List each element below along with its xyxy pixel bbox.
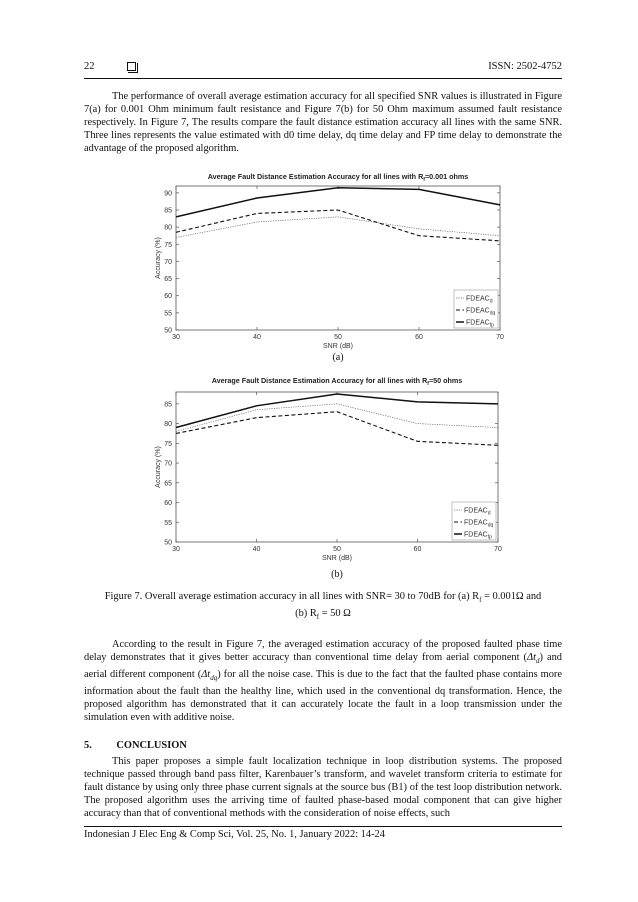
chart1-ytick-label: 70 xyxy=(164,460,172,468)
chart1-xtick-label: 40 xyxy=(252,546,261,553)
chart0-legend-sub: fp xyxy=(489,322,494,329)
chart0-ytick-label: 80 xyxy=(164,224,172,232)
p2-part1: According to the result in Figure 7, the averaged estimation accuracy of the proposed faulted phase time delay demonstrates that it gives better accuracy than conventional time delay from aerial component ( xyxy=(84,639,562,663)
chart0-series-fp xyxy=(176,188,500,217)
delta-t-dq-sub: dq xyxy=(210,674,218,683)
chart1-legend-name: FDEAC xyxy=(464,531,488,539)
chart0-ytick-label: 55 xyxy=(164,310,172,318)
chart0-xtick-label: 70 xyxy=(496,334,504,341)
chart0-legend-sub: d xyxy=(489,298,493,305)
chart1-title xyxy=(212,376,463,387)
delta-t-d: Δt xyxy=(527,652,537,663)
journal-box-icon xyxy=(127,62,136,71)
chart0-title-pre: Average Fault Distance Estimation Accuracy for all lines with R xyxy=(207,172,424,181)
chart1-xtick-label: 60 xyxy=(413,546,422,553)
chart0-title-post: =0.001 ohms xyxy=(424,172,469,181)
p2-part2: ) and aerial different component ( xyxy=(84,652,563,681)
caption-rf-sub: f xyxy=(479,596,482,605)
chart0-series-dq xyxy=(176,210,500,241)
footer-citation: Indonesian J Elec Eng & Comp Sci, Vol. 25, No. 1, January 2022: 14-24 xyxy=(84,829,385,840)
chart1-title-sub: f xyxy=(427,381,429,387)
chart0-series-d xyxy=(176,217,500,238)
chart0-ytick-label: 85 xyxy=(164,207,172,215)
caption-rf-sub-2: f xyxy=(316,613,320,622)
chart0-legend-name: FDEAC xyxy=(466,307,490,315)
chart1-ytick-label: 50 xyxy=(164,539,172,547)
chart1-legend-sub: d xyxy=(487,510,491,517)
section-heading xyxy=(84,740,187,751)
chart0-sublabel: (a) xyxy=(332,352,344,363)
chart0-xtick-label: 50 xyxy=(334,334,342,341)
section-title: CONCLUSION xyxy=(116,740,187,751)
caption-line2-end: = 50 Ω xyxy=(319,608,351,620)
chart0-legend-sub: dq xyxy=(489,310,496,317)
figure-7a xyxy=(140,168,520,368)
chart0-ytick-label: 50 xyxy=(164,327,172,335)
chart1-ytick-label: 60 xyxy=(164,500,172,508)
chart1-ytick-label: 55 xyxy=(164,519,172,527)
delta-t-dq: Δt xyxy=(201,669,211,681)
paragraph-conclusion: This paper proposes a simple fault localization technique in loop distribution systems. The proposed technique passed through band pass filter, Karenbauer’s transform, and wavelet transform criteria to estimate for fault distance by using only three phase current signals at the source bus (B1) of the test loop distribution network. The proposed algorithm uses the arriving time of faulted phase-based modal component that can give higher accuracy than that of conventional methods with the consideration of noise effects, such xyxy=(84,756,562,819)
chart0-plot-frame xyxy=(176,186,500,330)
chart0-ytick-label: 90 xyxy=(164,190,172,198)
chart1-ytick-label: 80 xyxy=(164,421,172,429)
chart1-legend-name: FDEAC xyxy=(464,507,488,515)
chart1-sublabel: (b) xyxy=(331,569,343,580)
delta-t-d-sub: d xyxy=(536,657,540,666)
caption-line1: Figure 7. Overall average estimation accuracy in all lines with SNR= 30 to 70dB for (a) R xyxy=(104,591,480,602)
chart0-xtick-label: 40 xyxy=(253,334,261,341)
figure-caption xyxy=(84,590,562,624)
chart1-ytick-label: 85 xyxy=(164,401,172,409)
chart1-xtick-label: 50 xyxy=(333,546,341,553)
paragraph-results xyxy=(84,638,562,724)
chart0-xtick-label: 60 xyxy=(415,334,423,341)
chart0-title-sub: f xyxy=(423,177,425,183)
chart1-xtick-label: 70 xyxy=(494,546,502,553)
page-number: 22 xyxy=(84,61,95,72)
footer-rule xyxy=(84,826,562,827)
p2-part3: ) for all the noise case. This is due to the fact that the faulted phase contains more information about the fault than the healthy line, which used in the conventional dq transformation. Hence, the proposed algorithm has demonstrated that it can accurately locate the fault in a loop transmission under the simulation even with additive noise. xyxy=(84,669,562,724)
chart-7a-svg xyxy=(140,168,520,368)
chart1-title-post: =50 ohms xyxy=(428,376,463,385)
chart1-xlabel: SNR (dB) xyxy=(322,555,352,562)
chart1-ytick-label: 75 xyxy=(164,440,172,448)
chart1-legend-sub: fp xyxy=(487,534,492,541)
chart0-ylabel: Accuracy (%) xyxy=(155,237,162,279)
chart1-title-pre: Average Fault Distance Estimation Accuracy for all lines with R xyxy=(211,376,428,385)
chart0-legend-name: FDEAC xyxy=(466,295,490,303)
header-rule xyxy=(84,78,562,79)
caption-line2-start: (b) R xyxy=(295,608,317,620)
caption-line1-end: = 0.001Ω and xyxy=(481,591,542,602)
chart1-ylabel: Accuracy (%) xyxy=(155,446,162,488)
chart0-ytick-label: 75 xyxy=(164,241,172,249)
issn: ISSN: 2502-4752 xyxy=(488,61,562,72)
chart1-series-d xyxy=(176,404,498,432)
chart-7b-svg xyxy=(140,372,520,584)
chart1-series-dq xyxy=(176,412,498,446)
chart1-series-fp xyxy=(176,394,498,428)
chart1-ytick-label: 65 xyxy=(164,480,172,488)
chart0-xlabel: SNR (dB) xyxy=(323,343,353,350)
chart0-title xyxy=(208,172,469,183)
paragraph-figure-intro: The performance of overall average estimation accuracy for all specified SNR values is illustrated in Figure 7(a) for 0.001 Ohm minimum fault resistance and Figure 7(b) for 50 Ohm maximum assumed fault resistance respectively. In Figure 7, The results compare the fault distance estimation accuracy all lines with the same SNR. Three lines represents the value estimated with d0 time delay, dq time delay and FP time delay to demonstrate the advantage of the proposed algorithm. xyxy=(84,91,562,154)
figure-7b xyxy=(140,372,520,584)
section-number: 5. xyxy=(84,740,92,751)
chart1-legend-sub: dq xyxy=(487,522,494,529)
chart0-legend-name: FDEAC xyxy=(466,319,490,327)
chart0-ytick-label: 65 xyxy=(164,276,172,284)
chart0-ytick-label: 60 xyxy=(164,293,172,301)
chart0-ytick-label: 70 xyxy=(164,258,172,266)
chart1-legend-name: FDEAC xyxy=(464,519,488,527)
chart0-xtick-label: 30 xyxy=(172,334,180,341)
chart1-xtick-label: 30 xyxy=(172,546,180,553)
